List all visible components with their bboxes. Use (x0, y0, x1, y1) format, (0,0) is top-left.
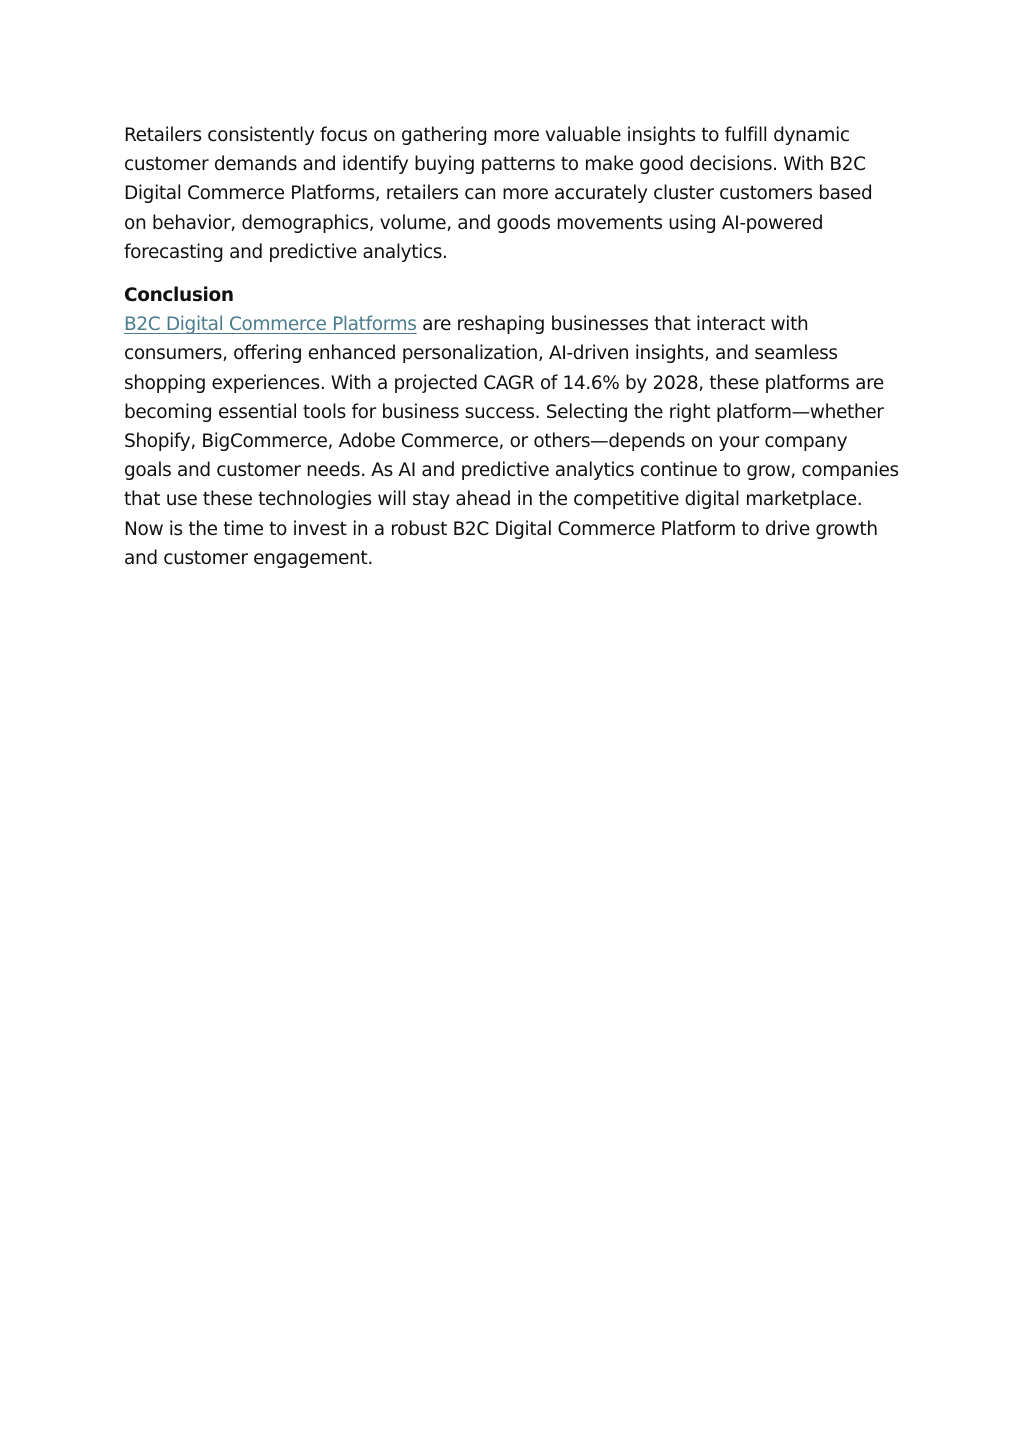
intro-paragraph: Retailers consistently focus on gathering more valuable insights to fulfill dynamic customer demands and identify buying patterns to make good decisions. With B2C Digital Commerce Platforms, retailers can more accurately cluster customers based on behavior, demographics, volume, and goods movements using AI-powered forecasting and predictive analytics. (124, 125, 873, 263)
conclusion-paragraph (124, 310, 899, 573)
b2c-platforms-link[interactable]: B2C Digital Commerce Platforms (124, 314, 417, 336)
conclusion-heading: Conclusion (124, 285, 234, 307)
conclusion-body-text: are reshaping businesses that interact with consumers, offering enhanced personalization, AI-driven insights, and seamless shopping experiences. With a projected CAGR of 14.6% by 2028, these platforms are becoming essential tools for business success. Selecting the right platform—whether Shopify, BigCommerce, Adobe Commerce, or others—depends on your company goals and customer needs. As AI and predictive analytics continue to grow, companies that use these technologies will stay ahead in the competitive digital marketplace. Now is the time to invest in a robust B2C Digital Commerce Platform to drive growth and customer engagement. (124, 314, 899, 569)
document-body (124, 121, 899, 573)
